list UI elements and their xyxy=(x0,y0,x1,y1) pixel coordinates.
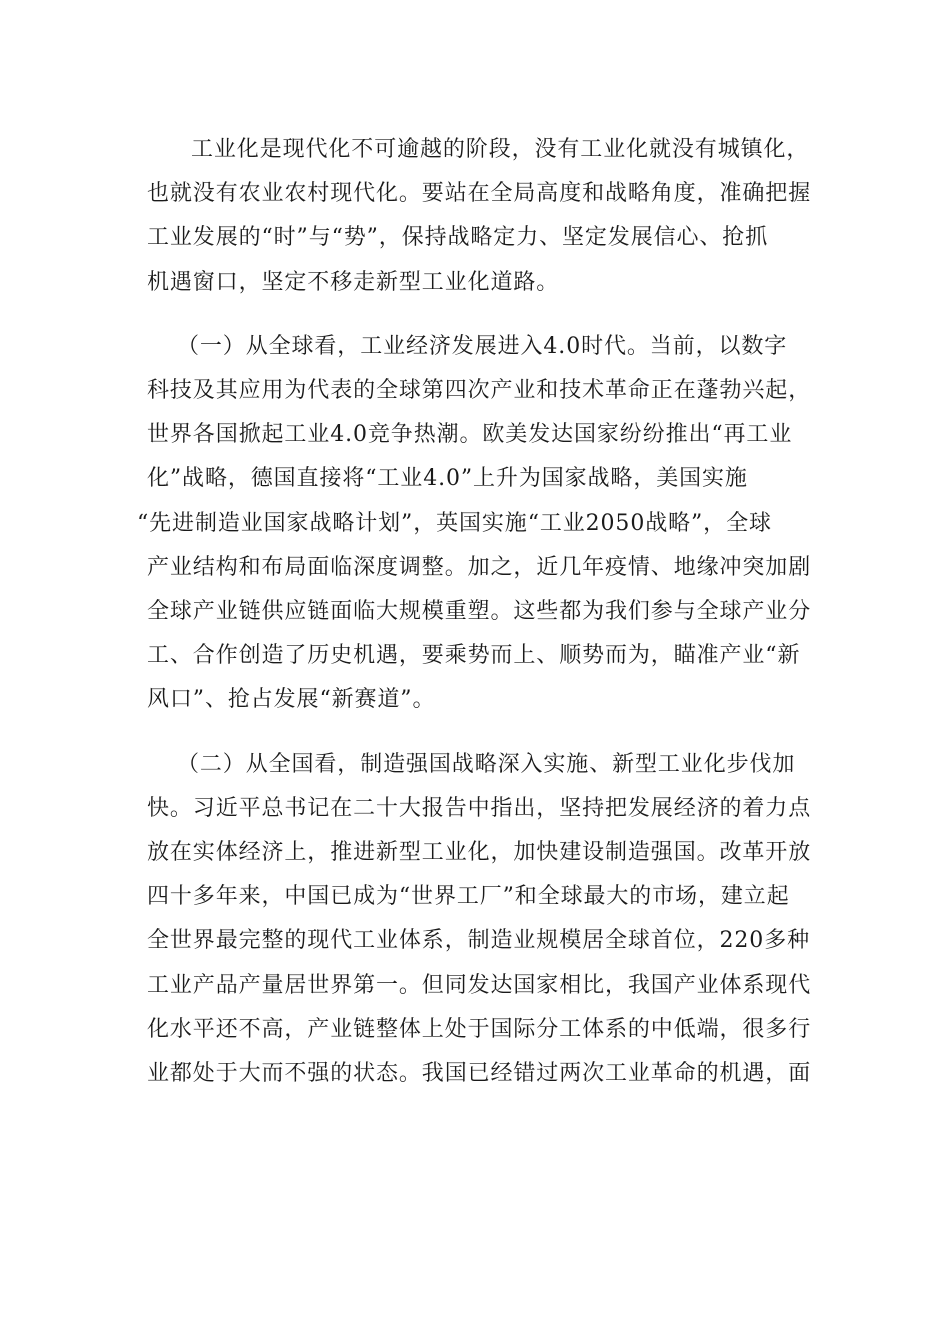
text-line: 快。习近平总书记在二十大报告中指出，坚持把发展经济的着力点 xyxy=(147,795,812,821)
text-line: 化”战略，德国直接将“工业4.0”上升为国家战略，美国实施 xyxy=(147,466,748,492)
text-line: “先进制造业国家战略计划”，英国实施“工业2050战略”，全球 xyxy=(137,510,772,536)
text-line: 放在实体经济上，推进新型工业化，加快建设制造强国。改革开放 xyxy=(147,840,812,866)
text-line: 全世界最完整的现代工业体系，制造业规模居全球首位，220多种 xyxy=(147,928,810,954)
paragraph-national xyxy=(147,743,812,1097)
paragraph-intro xyxy=(147,128,812,305)
text-line: 机遇窗口，坚定不移走新型工业化道路。 xyxy=(147,269,560,295)
text-line: 科技及其应用为代表的全球第四次产业和技术革命正在蓬勃兴起， xyxy=(147,378,812,404)
text-line: 产业结构和布局面临深度调整。加之，近几年疫情、地缘冲突加剧 xyxy=(147,554,812,580)
text-line: 工业发展的“时”与“势”，保持战略定力、坚定发展信心、抢抓 xyxy=(147,225,769,251)
text-line: 四十多年来，中国已成为“世界工厂”和全球最大的市场，建立起 xyxy=(147,884,790,910)
text-line: 世界各国掀起工业4.0竞争热潮。欧美发达国家纷纷推出“再工业 xyxy=(147,422,793,448)
text-line: 化水平还不高，产业链整体上处于国际分工体系的中低端，很多行 xyxy=(147,1016,812,1042)
text-line: 风口”、抢占发展“新赛道”。 xyxy=(147,687,436,713)
text-line: 工业产品产量居世界第一。但同发达国家相比，我国产业体系现代 xyxy=(147,972,812,998)
text-line: 工、合作创造了历史机遇，要乘势而上、顺势而为，瞄准产业“新 xyxy=(147,643,801,669)
text-line: 业都处于大而不强的状态。我国已经错过两次工业革命的机遇，面 xyxy=(147,1061,812,1087)
text-line: 工业化是现代化不可逾越的阶段，没有工业化就没有城镇化， xyxy=(191,137,810,162)
text-line: （一）从全球看，工业经济发展进入4.0时代。当前，以数字 xyxy=(177,333,788,359)
document-body xyxy=(137,128,812,1116)
text-line: （二）从全国看，制造强国战略深入实施、新型工业化步伐加 xyxy=(177,751,796,777)
paragraph-global xyxy=(137,325,812,723)
text-line: 也就没有农业农村现代化。要站在全局高度和战略角度，准确把握 xyxy=(147,181,812,207)
text-line: 全球产业链供应链面临大规模重塑。这些都为我们参与全球产业分 xyxy=(147,599,812,625)
